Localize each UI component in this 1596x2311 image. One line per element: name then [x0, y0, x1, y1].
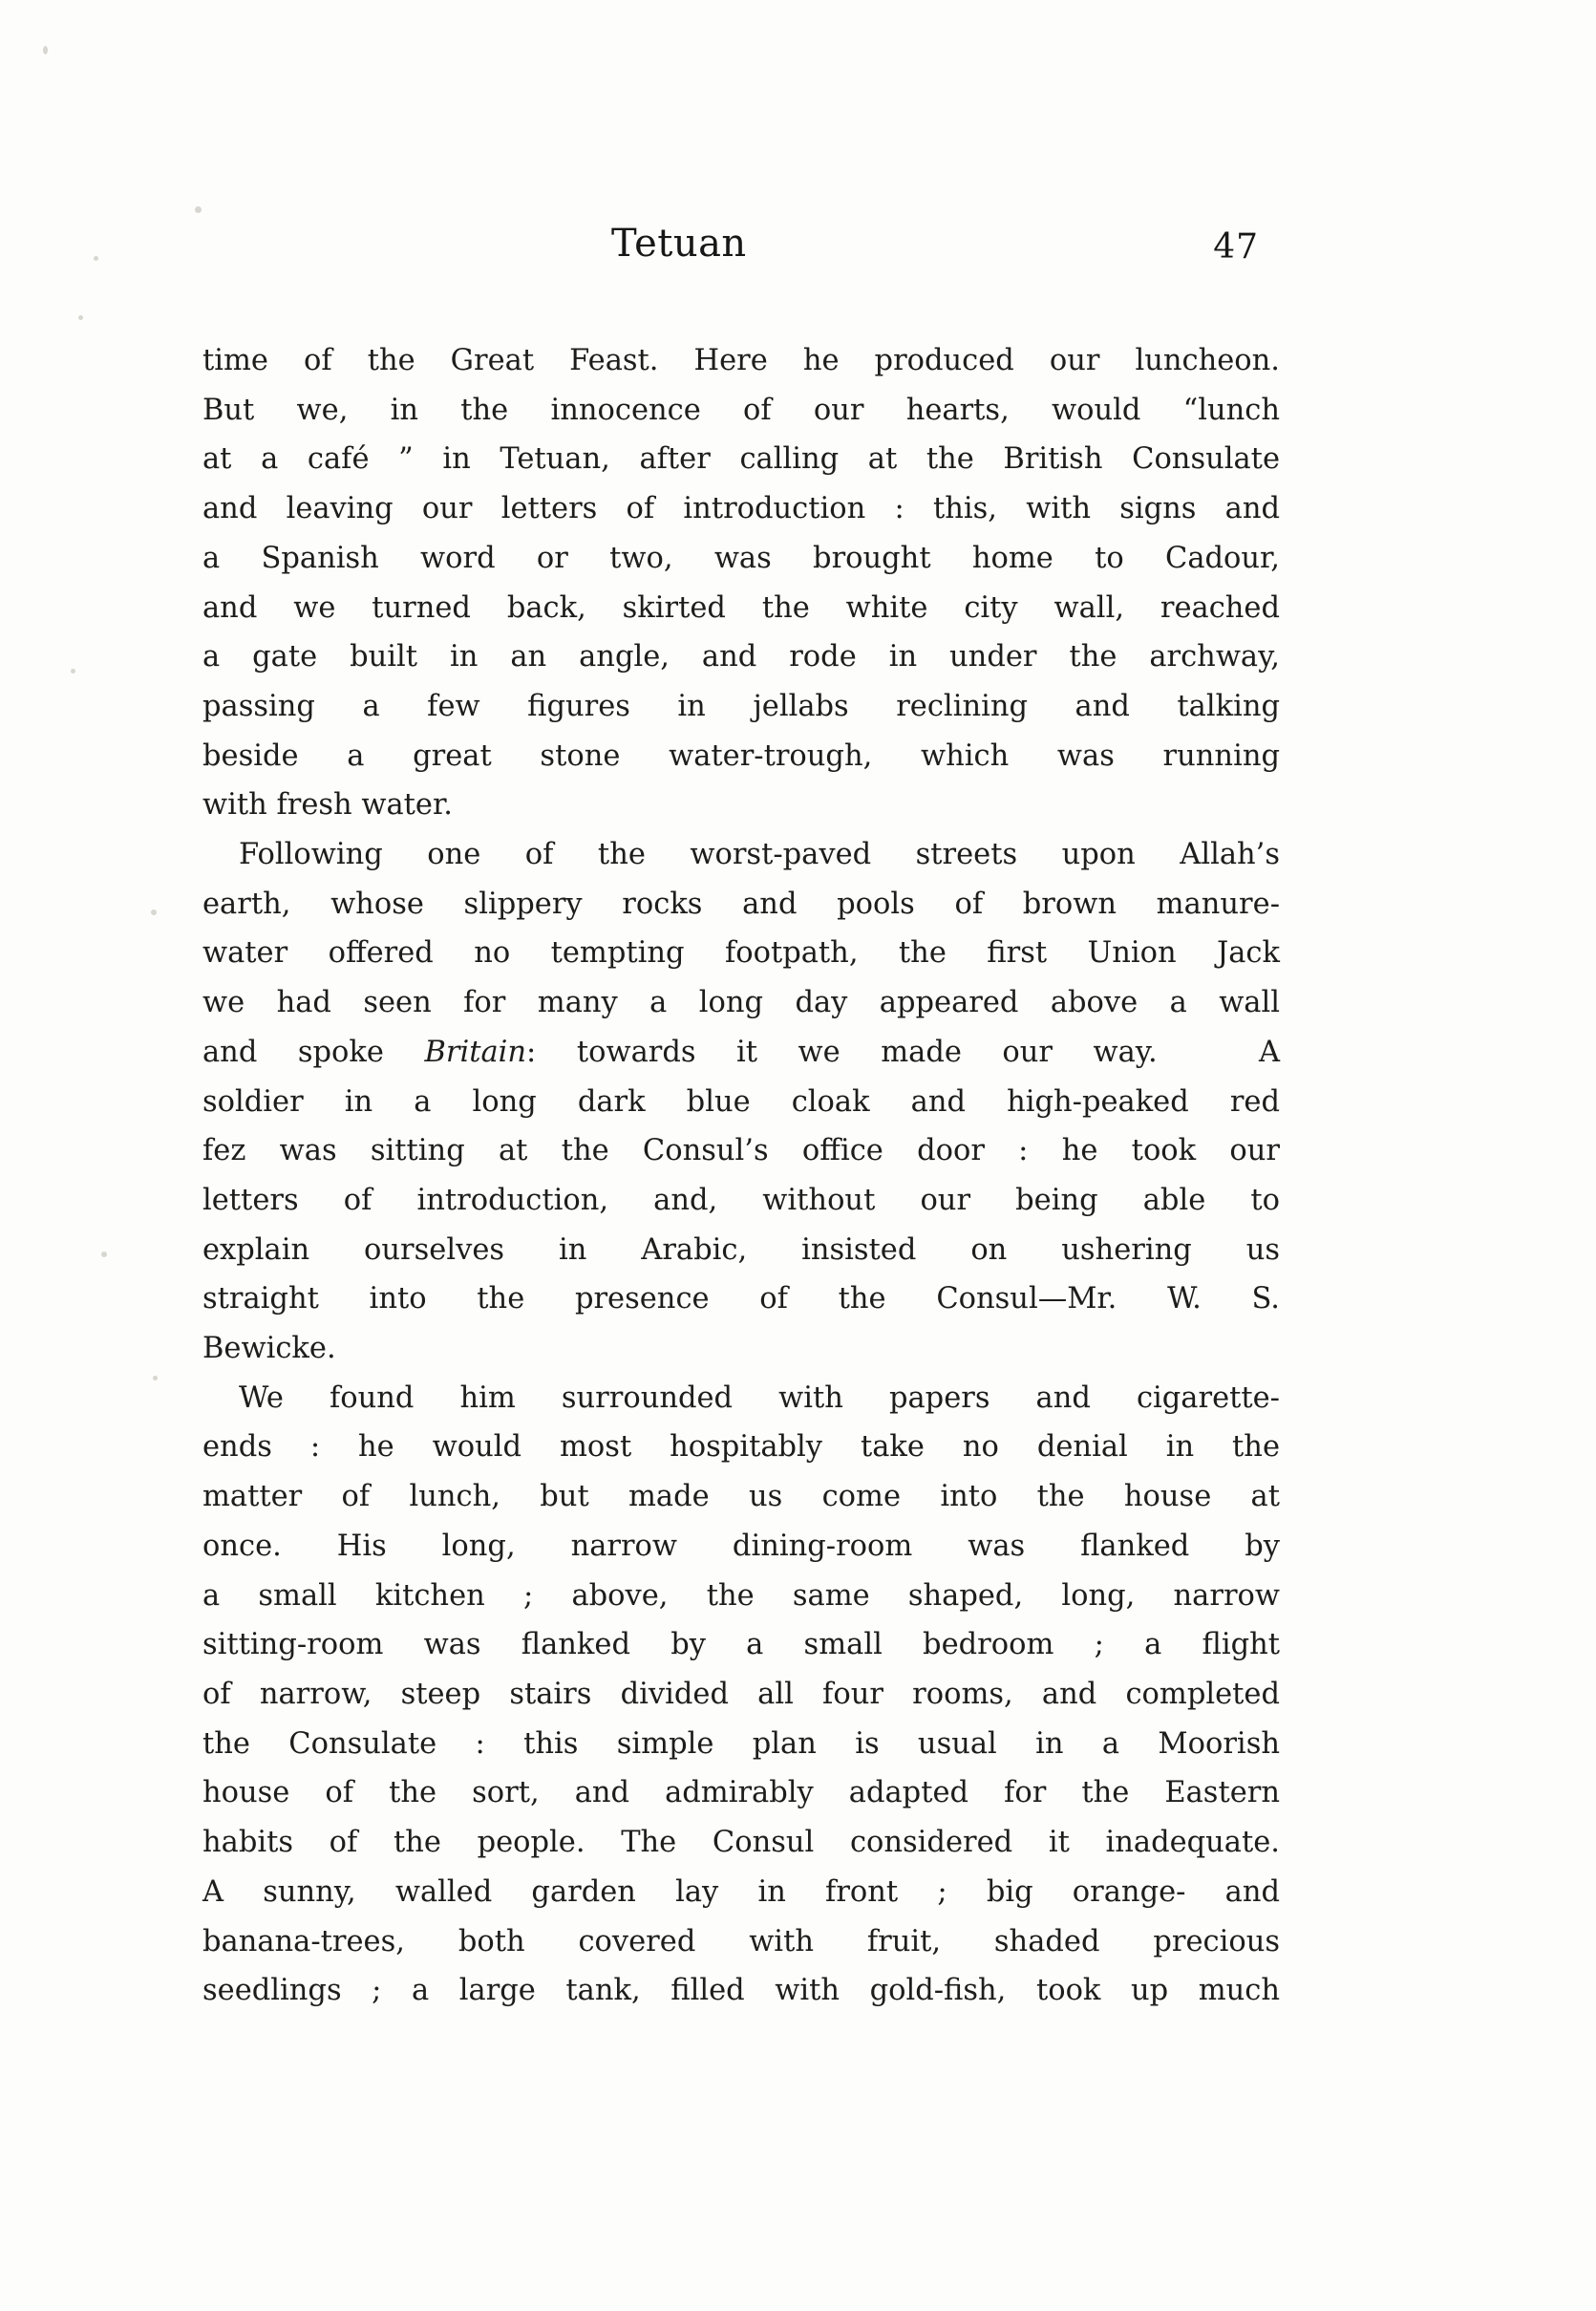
scan-speck — [195, 206, 202, 213]
paragraph-2 — [202, 830, 1280, 1374]
paragraph-1 — [202, 336, 1280, 830]
text-line: passing a few figures in jellabs reclining and talking — [202, 689, 1280, 723]
text-line: the Consulate : this simple plan is usual in a Moorish — [202, 1726, 1280, 1761]
page-header — [201, 222, 1280, 279]
text-line-with-italic: and spoke Britain: towards it we made our way. A — [202, 1035, 1280, 1069]
text-line: habits of the people. The Consul considered it inadequate. — [202, 1826, 1280, 1860]
page-number: 47 — [1213, 227, 1259, 267]
text-line — [202, 1374, 1280, 1423]
italic-word: Britain — [424, 1035, 527, 1069]
text-line: letters of introduction, and, without our being able to — [202, 1183, 1280, 1217]
text-line: water offered no tempting footpath, the first Union Jack — [202, 936, 1280, 971]
text-line: matter of lunch, but made us come into the house at — [202, 1480, 1280, 1514]
paragraph-3 — [202, 1374, 1280, 2016]
running-head: Tetuan — [611, 222, 747, 266]
text-line: sitting-room was flanked by a small bedroom ; a flight — [202, 1628, 1280, 1662]
scan-speck — [153, 1376, 158, 1380]
scan-speck — [94, 256, 98, 261]
scan-speck — [71, 669, 75, 674]
text-line: time of the Great Feast. Here he produced our luncheon. — [202, 344, 1280, 377]
text-line: earth, whose slippery rocks and pools of brown manure- — [202, 887, 1280, 921]
text-line-content: We found him surrounded with papers and cigarette- — [239, 1380, 1280, 1415]
text-line: once. His long, narrow dining-room was flanked by — [202, 1529, 1280, 1563]
text-line: But we, in the innocence of our hearts, would “lunch — [202, 393, 1280, 427]
text-line: explain ourselves in Arabic, insisted on ushering us — [202, 1232, 1280, 1267]
text-line: ends : he would most hospitably take no denial in the — [202, 1430, 1280, 1465]
text-line: of narrow, steep stairs divided all four rooms, and completed — [202, 1677, 1280, 1711]
text-line-content: Following one of the worst-paved streets upon Allah’s — [239, 838, 1280, 872]
scan-speck — [151, 909, 157, 915]
text-line — [202, 830, 1280, 880]
text-line: Bewicke. — [202, 1332, 336, 1366]
text-line: seedlings ; a large tank, filled with gold-fish, took up much — [202, 1974, 1280, 2008]
text-line: fez was sitting at the Consul’s office door : he took our — [202, 1134, 1280, 1168]
scan-speck — [78, 315, 83, 320]
text-line: at a café ” in Tetuan, after calling at the British Consulate — [202, 442, 1280, 477]
text-line: with fresh water. — [202, 788, 453, 823]
text-line: we had seen for many a long day appeared above a wall — [202, 986, 1280, 1020]
text-line: a gate built in an angle, and rode in under the archway, — [202, 640, 1280, 674]
text-line: soldier in a long dark blue cloak and high-peaked red — [202, 1084, 1280, 1119]
text-line: and we turned back, skirted the white city wall, reached — [202, 590, 1280, 625]
text-line: banana-trees, both covered with fruit, shaded precious — [202, 1924, 1280, 1958]
text-line: straight into the presence of the Consul—Mr. W. S. — [202, 1282, 1280, 1316]
text-line: a Spanish word or two, was brought home to Cadour, — [202, 541, 1280, 575]
scan-speck — [43, 46, 48, 54]
body-text — [202, 336, 1280, 2016]
text-line: a small kitchen ; above, the same shaped, long, narrow — [202, 1578, 1280, 1613]
text-line: house of the sort, and admirably adapted for the Eastern — [202, 1776, 1280, 1810]
scan-speck — [101, 1252, 107, 1257]
text-line: A sunny, walled garden lay in front ; big orange- and — [202, 1874, 1280, 1909]
text-line: and leaving our letters of introduction : this, with signs and — [202, 492, 1280, 526]
text-line: beside a great stone water-trough, which was running — [202, 738, 1280, 773]
